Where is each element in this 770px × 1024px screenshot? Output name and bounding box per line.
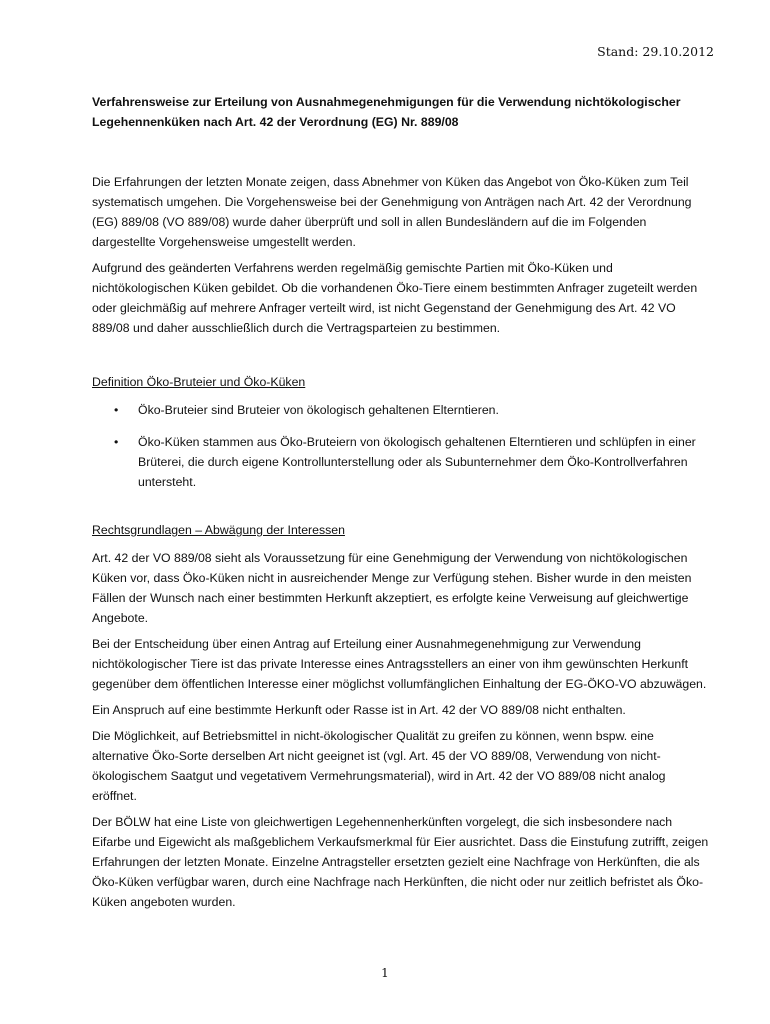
- list-item-text: Öko-Küken stammen aus Öko-Bruteiern von ökologisch gehaltenen Elterntieren und schlüpfen in einer Brüterei, die durch eigene Kontrollunterstellung oder als Subunternehmer dem Öko-Kontrollverfahren untersteht.: [138, 435, 696, 489]
- intro-paragraph-1: Die Erfahrungen der letzten Monate zeigen, dass Abnehmer von Küken das Angebot von Öko-Küken zum Teil systematisch umgehen. Die Vorgehensweise bei der Genehmigung von Anträgen nach Art. 42 der Verordnung (EG) 889/08 (VO 889/08) wurde daher überprüft und soll in allen Bundesländern auf die im Folgenden dargestellte Vorgehensweise umgestellt werden.: [92, 175, 692, 249]
- page-number: 1: [381, 966, 389, 980]
- document-title: Verfahrensweise zur Erteilung von Ausnahmegenehmigungen für die Verwendung nichtökologischer Legehennenküken nach Art. 42 der Verordnung (EG) Nr. 889/08: [92, 95, 681, 129]
- intro-paragraph-2: Aufgrund des geänderten Verfahrens werden regelmäßig gemischte Partien mit Öko-Küken und nichtökologischen Küken gebildet. Ob die vorhandenen Öko-Tiere einem bestimmten Anfrager zugeteilt werden oder gleichmäßig auf mehrere Anfrager verteilt wird, ist nicht Gegenstand der Genehmigung des Art. 42 VO 889/08 und daher ausschließlich durch die Vertragsparteien zu bestimmen.: [92, 261, 698, 335]
- document-body: [92, 92, 712, 918]
- bullet-icon: •: [114, 435, 119, 449]
- document-date: Stand: 29.10.2012: [597, 44, 714, 59]
- list-item-text: Öko-Bruteier sind Bruteier von ökologisch gehaltenen Elterntieren.: [138, 403, 499, 417]
- legal-paragraph-4: Die Möglichkeit, auf Betriebsmittel in nicht-ökologischer Qualität zu greifen zu können, wenn bspw. eine alternative Öko-Sorte derselben Art nicht geeignet ist (vgl. Art. 45 der VO 889/08, Verwendung von nicht-ökologischem Saatgut und vegetativem Vermehrungsmaterial), wird in Art. 42 der VO 889/08 nicht analog eröffnet.: [92, 729, 666, 803]
- legal-paragraph-2: Bei der Entscheidung über einen Antrag auf Erteilung einer Ausnahmegenehmigung zur Verwendung nichtökologischer Tiere ist das private Interesse eines Antragsstellers an einer von ihm gewünschten Herkunft gegenüber dem öffentlichen Interesse einer möglichst vollumfänglichen Einhaltung der EG-ÖKO-VO abzuwägen.: [92, 637, 707, 691]
- bullet-icon: •: [114, 403, 119, 417]
- definition-list: [92, 400, 712, 492]
- list-item: [92, 432, 712, 492]
- legal-paragraph-1: Art. 42 der VO 889/08 sieht als Voraussetzung für eine Genehmigung der Verwendung von nichtökologischen Küken vor, dass Öko-Küken nicht in ausreichender Menge zur Verfügung stehen. Bisher wurde in den meisten Fällen der Wunsch nach einer bestimmten Herkunft akzeptiert, es erfolgte keine Verweisung auf gleichwertige Angebote.: [92, 551, 692, 625]
- list-item: [92, 400, 712, 420]
- definition-heading: Definition Öko-Bruteier und Öko-Küken: [92, 375, 306, 389]
- legal-paragraph-5: Der BÖLW hat eine Liste von gleichwertigen Legehennenherkünften vorgelegt, die sich insbesondere nach Eifarbe und Eigewicht als maßgeblichem Verkaufsmerkmal für Eier ausrichtet. Dass die Einstufung zutrifft, zeigen Erfahrungen der letzten Monate. Einzelne Antragsteller ersetzten gezielt eine Nachfrage von Herkünften, die als Öko-Küken verfügbar waren, durch eine Nachfrage nach Herkünften, die nicht oder nur zeitlich befristet als Öko-Küken angeboten wurden.: [92, 815, 709, 909]
- legal-heading: Rechtsgrundlagen – Abwägung der Interessen: [92, 523, 345, 537]
- legal-paragraph-3: Ein Anspruch auf eine bestimmte Herkunft oder Rasse ist in Art. 42 der VO 889/08 nicht enthalten.: [92, 703, 626, 717]
